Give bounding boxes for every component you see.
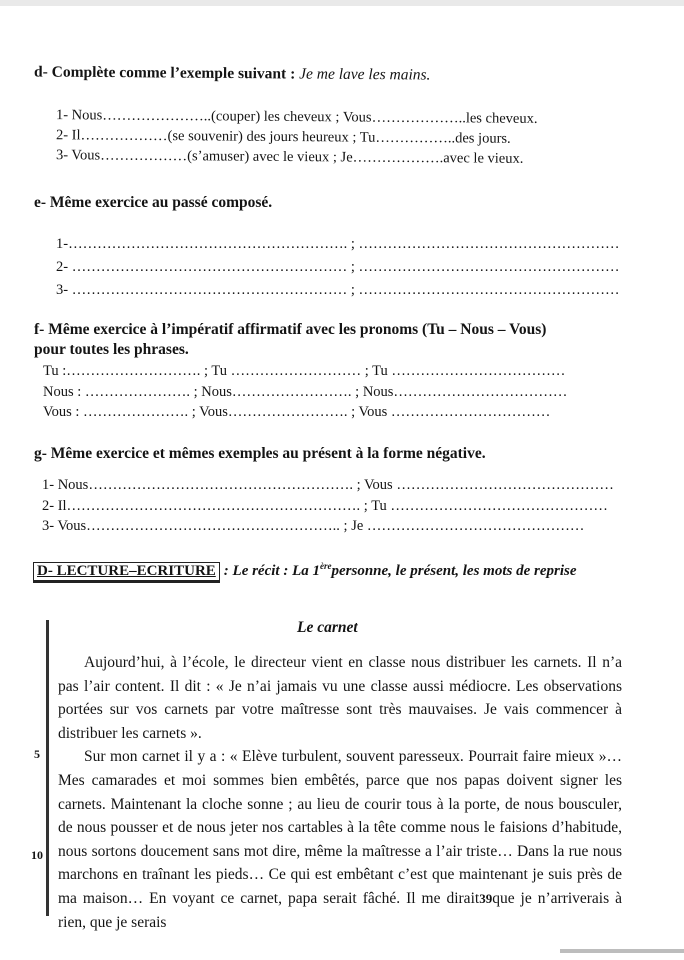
section-d-line-3: 3- Vous………………(s’amuser) avec le vieux ; Je……………….avec le vieux.: [55, 147, 524, 167]
reading-paragraph-2: [58, 745, 622, 934]
section-d-heading-text: d- Complète comme l’exemple suivant :: [33, 63, 296, 83]
section-f-heading-line-1: f- Même exercice à l’impératif affirmatif avec les pronoms (Tu – Nous – Vous): [34, 321, 547, 338]
lecture-ecriture-label: D- LECTURE–ECRITURE: [33, 562, 220, 583]
line-number-10: 10: [31, 848, 43, 862]
section-d-heading: [34, 64, 431, 83]
margin-bar: [46, 620, 49, 916]
lecture-subtitle-start: : Le récit : La 1: [223, 563, 320, 579]
text-title: Le carnet: [297, 619, 358, 636]
section-d-line-2: 2- Il………………(se souvenir) des jours heureux ; Tu……………..des jours.: [55, 127, 511, 147]
section-d-example: Je me lave les mains.: [299, 65, 431, 84]
section-f-heading-line-2: pour toutes les phrases.: [34, 341, 189, 358]
reading-paragraph-2-text: Sur mon carnet il y a : « Elève turbulent, souvent paresseux. Pourrait faire mieux »… Mes camarades et moi sommes bien embêtés, parce que nos papas doivent signer les carnets. Maintenant la cloche sonne ; au lieu de courir tous à la porte, de nous bousculer, de nous pousser et de nous jeter nos cartables à la tête comme nous le faisions d’habitude, nous sortons doucement sans mot dire, même la maîtresse a l’air triste… Dans la rue nous marchons en traînant les pieds… Ce qui est embêtant c’est que maintenant je suis près de ma maison… En voyant ce carnet, papa serait fâché. Il me dirait: [58, 748, 622, 907]
section-e-line-1: 1-…………………………………………………. ; ………………………………………………: [56, 236, 620, 252]
scan-bottom-edge: [560, 949, 684, 953]
section-e-line-2: 2- ………………………………………………… ; ………………………………………………: [56, 259, 620, 275]
section-e-line-3: 3- ………………………………………………… ; ………………………………………………: [56, 282, 620, 298]
section-g-line-2: 2- Il……………………………………………………. ; Tu ………………………………………: [42, 498, 608, 514]
section-f-line-vous: Vous : …………………. ; Vous……………………. ; Vous ……………………………: [43, 404, 551, 420]
section-f-line-nous: Nous : …………………. ; Nous……………………. ; Nous………………………………: [43, 384, 568, 400]
lecture-subtitle-end: personne, le présent, les mots de reprise: [331, 563, 577, 579]
reading-paragraph-1: Aujourd’hui, à l’école, le directeur vient en classe nous distribuer les carnets. Il n’a pas l’air content. Il dit : « Je n’ai jamais vu une classe aussi médiocre. Les observations portées sur vos carnets par votre maîtresse sont très mauvaises. Je vais commencer à distribuer les carnets ».: [58, 654, 622, 742]
lecture-subtitle-sup: ère: [320, 561, 332, 571]
scan-top-edge: [0, 0, 684, 6]
lecture-ecriture-header: [33, 562, 577, 583]
line-number-5: 5: [34, 747, 40, 761]
section-g-line-1: 1- Nous………………………………………………. ; Vous ………………………………………: [42, 477, 614, 493]
page-number: 39: [479, 890, 493, 906]
section-d-line-1: 1- Nous…………………..(couper) les cheveux ; Vous………………..les cheveux.: [55, 107, 538, 127]
reading-text: [58, 651, 622, 934]
section-e-heading: e- Même exercice au passé composé.: [34, 194, 273, 211]
section-g-heading: g- Même exercice et mêmes exemples au présent à la forme négative.: [34, 445, 486, 462]
reading-paragraph-2-end: que je n’arriverais à rien, que je serais: [58, 889, 622, 931]
section-g-line-3: 3- Vous…………………………………………….. ; Je ………………………………………: [42, 518, 585, 534]
section-f-line-tu: Tu :………………………. ; Tu ……………………… ; Tu ………………………………: [43, 363, 566, 379]
